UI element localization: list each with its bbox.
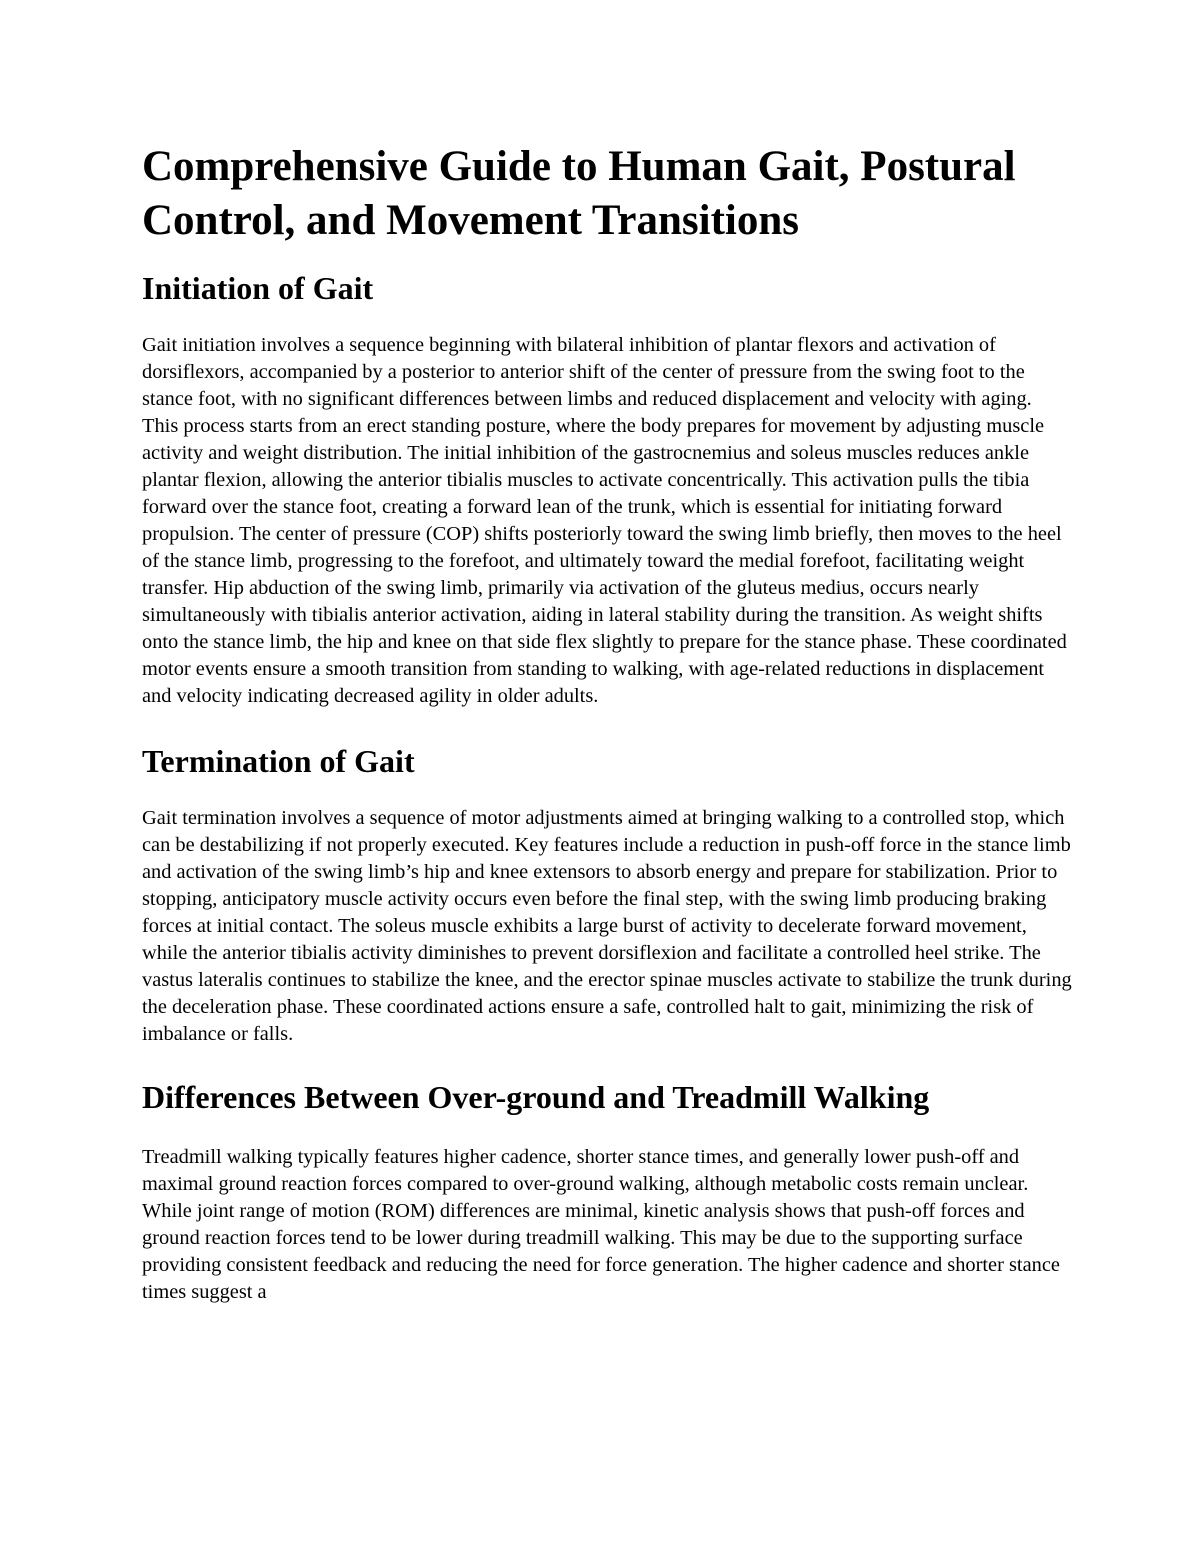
document-content bbox=[142, 140, 1072, 1306]
document-title: Comprehensive Guide to Human Gait, Postural Control, and Movement Transitions bbox=[142, 143, 1016, 244]
section-body-termination-of-gait: Gait termination involves a sequence of motor adjustments aimed at bringing walking to a controlled stop, which can be destabilizing if not properly executed. Key features include a reduction in push-off force in the stance limb and activation of the swing limb’s hip and knee extensors to absorb energy and prepare for stabilization. Prior to stopping, anticipatory muscle activity occurs even before the final step, with the swing limb producing braking forces at initial contact. The soleus muscle exhibits a large burst of activity to decelerate forward movement, while the anterior tibialis activity diminishes to prevent dorsiflexion and facilitate a controlled heel strike. The vastus lateralis continues to stabilize the knee, and the erector spinae muscles activate to stabilize the trunk during the deceleration phase. These coordinated actions ensure a safe, controlled halt to gait, minimizing the risk of imbalance or falls. bbox=[142, 807, 1072, 1045]
section-heading-termination-of-gait: Termination of Gait bbox=[142, 743, 415, 779]
section-heading-initiation-of-gait: Initiation of Gait bbox=[142, 270, 374, 306]
section-body-overground-vs-treadmill: Treadmill walking typically features higher cadence, shorter stance times, and generally lower push-off and maximal ground reaction forces compared to over-ground walking, although metabolic costs remain unclear. While joint range of motion (ROM) differences are minimal, kinetic analysis shows that push-off forces and ground reaction forces tend to be lower during treadmill walking. This may be due to the supporting surface providing consistent feedback and reducing the need for force generation. The higher cadence and shorter stance times suggest a bbox=[142, 1146, 1060, 1303]
section-body-initiation-of-gait: Gait initiation involves a sequence beginning with bilateral inhibition of plantar flexors and activation of dorsiflexors, accompanied by a posterior to anterior shift of the center of pressure from the swing foot to the stance foot, with no significant differences between limbs and reduced displacement and velocity with aging. This process starts from an erect standing posture, where the body prepares for movement by adjusting muscle activity and weight distribution. The initial inhibition of the gastrocnemius and soleus muscles reduces ankle plantar flexion, allowing the anterior tibialis muscles to activate concentrically. This activation pulls the tibia forward over the stance foot, creating a forward lean of the trunk, which is essential for initiating forward propulsion. The center of pressure (COP) shifts posteriorly toward the swing limb briefly, then moves to the heel of the stance limb, progressing to the forefoot, and ultimately toward the medial forefoot, facilitating weight transfer. Hip abduction of the swing limb, primarily via activation of the gluteus medius, occurs nearly simultaneously with tibialis anterior activation, aiding in lateral stability during the transition. As weight shifts onto the stance limb, the hip and knee on that side flex slightly to prepare for the stance phase. These coordinated motor events ensure a smooth transition from standing to walking, with age-related reductions in displacement and velocity indicating decreased agility in older adults. bbox=[142, 334, 1067, 707]
section-heading-overground-vs-treadmill: Differences Between Over-ground and Treadmill Walking bbox=[142, 1079, 930, 1115]
